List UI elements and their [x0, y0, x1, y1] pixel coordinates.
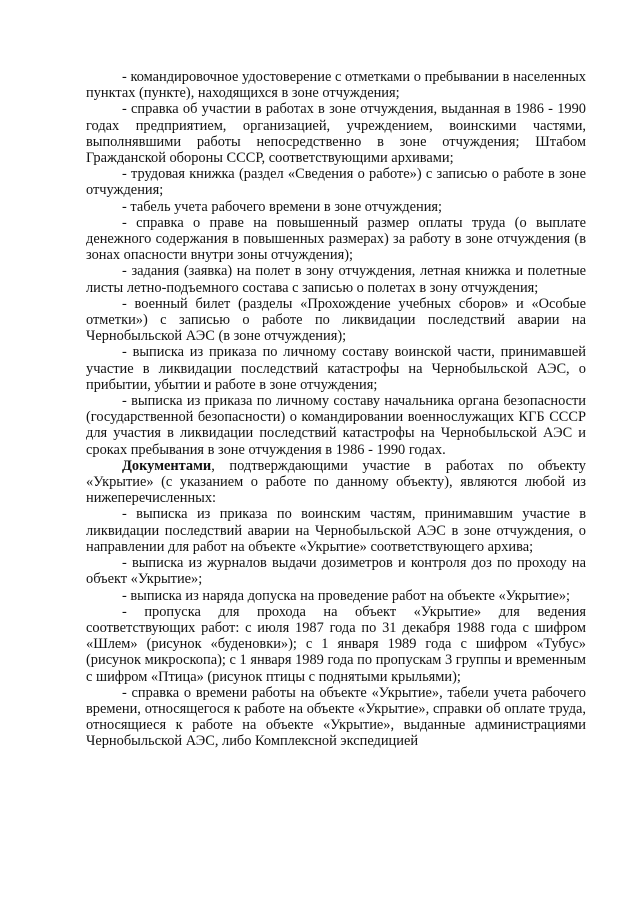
list-item: - табель учета рабочего времени в зоне отчуждения;	[122, 198, 443, 215]
list-item: - задания (заявка) на полет в зону отчуждения, летная книжка и полетные листы летно-подъемного состава с записью о полетах в зону отчуждения;	[86, 263, 586, 296]
ukrytie-list-item: - выписка из журналов выдачи дозиметров и контроля доз по проходу на объект «Укрытие»;	[86, 555, 586, 588]
ukrytie-list-item: - выписка из наряда допуска на проведение работ на объекте «Укрытие»;	[122, 587, 571, 604]
ukrytie-list-item: - выписка из приказа по воинским частям, принимавшим участие в ликвидации последствий аварии на Чернобыльской АЭС в зоне отчуждения, о направлении для работ на объекте «Укрытие» соответствующего архива;	[86, 506, 586, 555]
list-item: - командировочное удостоверение с отметками о пребывании в населенных пунктах (пункте), находящихся в зоне отчуждения;	[86, 69, 586, 102]
list-item: - военный билет (разделы «Прохождение учебных сборов» и «Особые отметки») с записью о работе по ликвидации последствий аварии на Чернобыльской АЭС (в зоне отчуждения);	[86, 295, 586, 345]
list-item: - трудовая книжка (раздел «Сведения о работе») с записью о работе в зоне отчуждения;	[86, 166, 586, 199]
ukrytie-list-item: - справка о времени работы на объекте «Укрытие», табели учета рабочего времени, относящегося к работе на объекте «Укрытие», справки об оплате труда, относящиеся к работе на объекте «Укрытие», выданные администрациями Чернобыльской АЭС, либо Комплексной экспедицией	[86, 684, 586, 750]
list-item: - выписка из приказа по личному составу начальника органа безопасности (государственной безопасности) о командировании военнослужащих КГБ СССР для участия в ликвидации последствий катастрофы на Чернобыльской АЭС и сроках пребывания в зоне отчуждения в 1986 - 1990 годах.	[86, 393, 586, 458]
docs-intro-bold: Документами	[122, 457, 212, 474]
list-item: - справка об участии в работах в зоне отчуждения, выданная в 1986 - 1990 годах предприятием, организацией, учреждением, воинскими частями, выполнявшими работы непосредственно в зоне отчуждения; Штабом Гражданской обороны СССР, соответствующими архивами;	[86, 101, 586, 167]
docs-intro-text: , подтверждающими участие в работах по объекту «Укрытие» (с указанием о работе по данному объекту), являются любой из нижеперечисленных:	[86, 457, 586, 507]
document-page	[86, 69, 586, 750]
list-item: - справка о праве на повышенный размер оплаты труда (о выплате денежного содержания в повышенных размерах) за работу в зоне отчуждения (в зонах опасности внутри зоны отчуждения);	[86, 214, 586, 264]
ukrytie-list-item: - пропуска для прохода на объект «Укрытие» для ведения соответствующих работ: с июля 1987 года по 31 декабря 1988 года с шифром «Шлем» (рисунок «буденовки»); с 1 января 1989 года с шифром «Тубус» (рисунок микроскопа); с 1 января 1989 года по пропускам 3 группы и временным с шифром «Птица» (рисунок птицы с поднятыми крыльями);	[86, 603, 586, 685]
docs-intro-paragraph	[86, 458, 586, 507]
list-item: - выписка из приказа по личному составу воинской части, принимавшей участие в ликвидации последствий катастрофы на Чернобыльской АЭС, о прибытии, убытии и работе в зоне отчуждения;	[86, 344, 586, 393]
